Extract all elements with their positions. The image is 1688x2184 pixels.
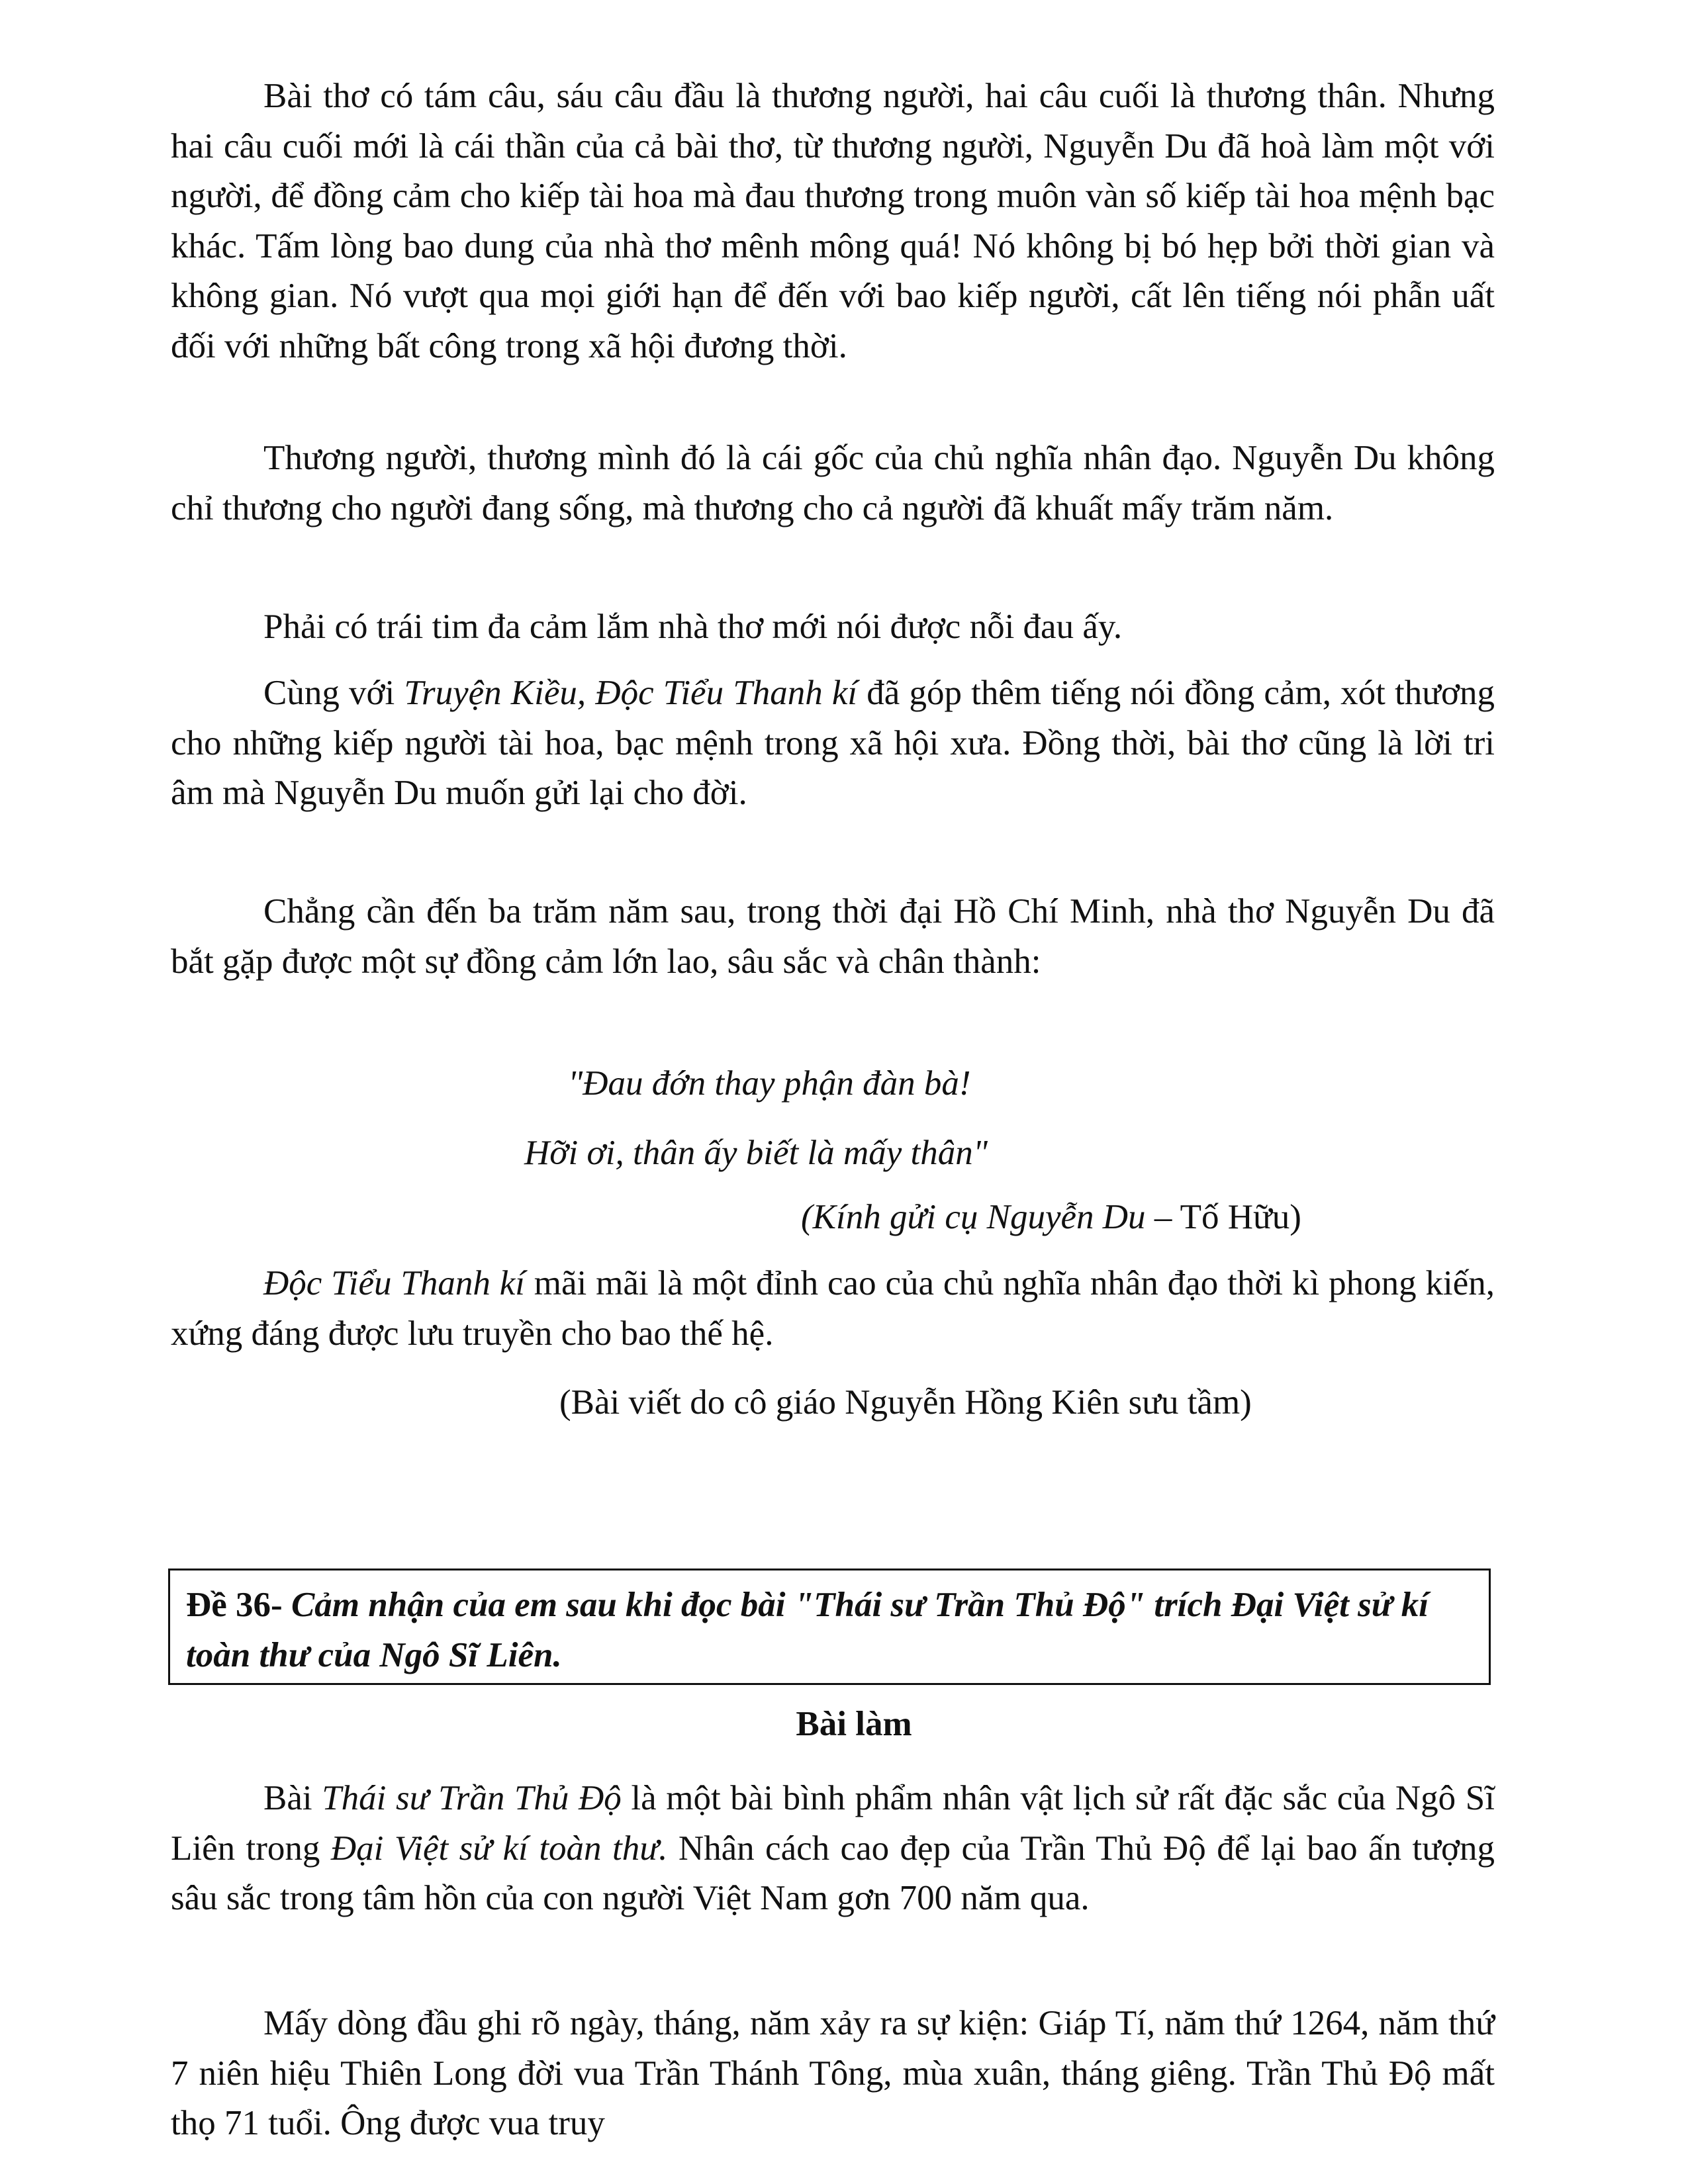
- answer-p1-mid: là một bài bình phẩm nhân vật lịch sử rất đặc sắc của Ngô Sĩ Liên trong: [171, 1779, 1495, 1868]
- paragraph-4-pre: Cùng với: [263, 674, 404, 712]
- exam-question-box: [168, 1569, 1491, 1685]
- exam-question-text: Cảm nhận của em sau khi đọc bài "Thái sư Trần Thủ Độ" trích Đại Việt sử kí toàn thư của Ngô Sĩ Liên.: [186, 1586, 1429, 1674]
- answer-p1-title: Thái sư Trần Thủ Độ: [322, 1779, 622, 1817]
- poem-source: [801, 1193, 1301, 1242]
- essay-body-5: [171, 887, 1495, 987]
- paragraph-4: [171, 668, 1495, 819]
- answer-body: [171, 1774, 1495, 1924]
- paragraph-3: Phải có trái tim đa cảm lắm nhà thơ mới nói được nỗi đau ấy.: [263, 608, 1123, 646]
- essay-body-3: [171, 602, 1495, 653]
- poem-line-1: "Đau đớn thay phận đàn bà!: [568, 1064, 971, 1103]
- answer-p1-pre: Bài: [263, 1779, 322, 1817]
- answer-p1-book: Đại Việt sử kí toàn thư.: [330, 1829, 668, 1868]
- credit-line: (Bài viết do cô giáo Nguyễn Hồng Kiên sưu tầm): [559, 1383, 1252, 1422]
- poem-line-2: Hỡi ơi, thân ấy biết là mấy thân": [524, 1134, 988, 1172]
- exam-question: [186, 1580, 1483, 1680]
- exam-number: Đề 36-: [186, 1586, 283, 1624]
- paragraph-5: Chẳng cần đến ba trăm năm sau, trong thời đại Hồ Chí Minh, nhà thơ Nguyễn Du đã bắt gặp được một sự đồng cảm lớn lao, sâu sắc và chân thành:: [171, 892, 1495, 981]
- poem-source-author: – Tố Hữu): [1145, 1198, 1301, 1236]
- closing-paragraph: [171, 1259, 1495, 1359]
- answer-paragraph-1: [171, 1774, 1495, 1924]
- paragraph-1: Bài thơ có tám câu, sáu câu đầu là thương người, hai câu cuối là thương thân. Nhưng hai câu cuối mới là cái thần của cả bài thơ, từ thương người, Nguyễn Du đã hoà làm một với người, để đồng cảm cho kiếp tài hoa mà đau thương trong muôn vàn số kiếp tài hoa mệnh bạc khác. Tấm lòng bao dung của nhà thơ mênh mông quá! Nó không bị bó hẹp bởi thời gian và không gian. Nó vượt qua mọi giới hạn để đến với bao kiếp người, cất lên tiếng nói phẫn uất đối với những bất công trong xã hội đương thời.: [171, 77, 1495, 365]
- answer-body-2: [171, 1999, 1495, 2149]
- closing-text: mãi mãi là một đỉnh cao của chủ nghĩa nhân đạo thời kì phong kiến, xứng đáng được lưu truyền cho bao thế hệ.: [171, 1264, 1495, 1353]
- answer-p1-post: Nhân cách cao đẹp của Trần Thủ Độ để lại bao ấn tượng sâu sắc trong tâm hồn của con người Việt Nam gơn 700 năm qua.: [171, 1829, 1495, 1917]
- essay-body: [171, 71, 1495, 371]
- closing-title: Độc Tiểu Thanh kí: [263, 1264, 525, 1302]
- poem-source-title: (Kính gửi cụ Nguyễn Du: [801, 1198, 1146, 1236]
- answer-paragraph-2: Mấy dòng đầu ghi rõ ngày, tháng, năm xảy ra sự kiện: Giáp Tí, năm thứ 1264, năm thứ 7 niên hiệu Thiên Long đời vua Trần Thánh Tông, mùa xuân, tháng giêng. Trần Thủ Độ mất thọ 71 tuổi. Ông được vua truy: [171, 2004, 1495, 2142]
- paragraph-2: Thương người, thương mình đó là cái gốc của chủ nghĩa nhân đạo. Nguyễn Du không chỉ thương cho người đang sống, mà thương cho cả người đã khuất mấy trăm năm.: [171, 439, 1495, 527]
- paragraph-4-titles: Truyện Kiều, Độc Tiểu Thanh kí: [404, 674, 858, 712]
- closing-block: [171, 1259, 1495, 1359]
- essay-body-4: [171, 668, 1495, 819]
- answer-heading: Bài làm: [796, 1705, 912, 1743]
- paragraph-4-post: đã góp thêm tiếng nói đồng cảm, xót thương cho những kiếp người tài hoa, bạc mệnh trong xã hội xưa. Đồng thời, bài thơ cũng là lời tri âm mà Nguyễn Du muốn gửi lại cho đời.: [171, 674, 1495, 812]
- essay-body-2: [171, 433, 1495, 533]
